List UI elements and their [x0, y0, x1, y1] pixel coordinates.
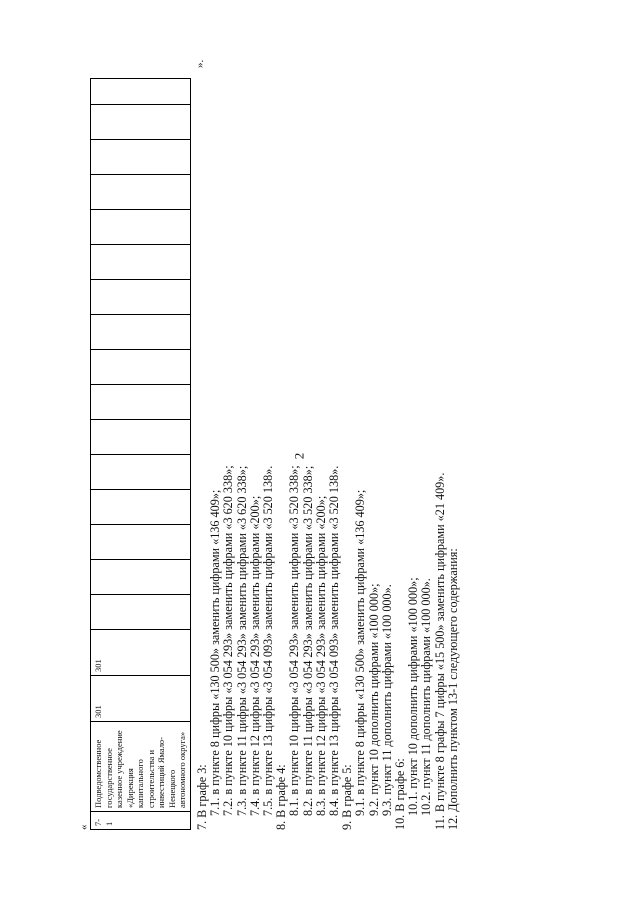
text-line: 12. Дополнить пунктом 13-1 следующего содержания:: [445, 548, 460, 830]
empty-cell: [91, 105, 191, 140]
text-line: 9.1. в пункте 8 цифры «130 500» заменить цифрами «136 409»;: [353, 489, 368, 816]
text-line: 8. В графе 4:: [274, 764, 289, 830]
empty-cell: [91, 210, 191, 245]
empty-cell: [91, 280, 191, 315]
text-line: 7.5. в пункте 13 цифры «3 054 093» заменить цифрами «3 520 138».: [261, 465, 276, 816]
empty-cell: [91, 490, 191, 525]
text-line: 10. В графе 6:: [393, 758, 408, 830]
empty-cell: [91, 595, 191, 630]
text-line: 7.2. в пункте 10 цифры «3 054 293» заменить цифрами «3 620 338»;: [221, 465, 236, 816]
text-line: 7.4. в пункте 12 цифры «3 054 293» заменить цифрами «200»;: [247, 495, 262, 816]
quote-close: ».: [194, 59, 206, 68]
code-cell-b: 301: [91, 630, 191, 676]
page-number: 2: [291, 452, 307, 460]
organization-cell: Подведомственное государственное казенное учреждение «Дирекция капитального строительства и инвестиций Ямало-Ненецкого автономного округа»: [91, 722, 191, 812]
text-line: 10.2. пункт 11 дополнить цифрами «100 000».: [419, 578, 434, 816]
amendment-table: [90, 78, 191, 830]
empty-cell: [91, 79, 191, 105]
text-line: 8.3. в пункте 12 цифры «3 054 293» заменить цифрами «200»;: [313, 495, 328, 816]
text-line: 9. В графе 5:: [340, 764, 355, 830]
empty-cell: [91, 175, 191, 210]
row-number-cell: 7-1: [91, 812, 191, 830]
empty-cell: [91, 420, 191, 455]
empty-cell: [91, 350, 191, 385]
text-line: 10.1. пункт 10 дополнить цифрами «100 000»;: [406, 577, 421, 816]
empty-cell: [91, 385, 191, 420]
empty-cell: [91, 140, 191, 175]
text-line: 11. В пункте 8 графы 7 цифры «15 500» заменить цифрами «21 409».: [432, 472, 447, 830]
text-line: 8.4. в пункте 13 цифры «3 054 093» заменить цифрами «3 520 138».: [327, 465, 342, 816]
table-row: [91, 79, 191, 830]
empty-cell: [91, 525, 191, 560]
empty-cell: [91, 315, 191, 350]
text-line: 8.1. в пункте 10 цифры «3 054 293» заменить цифрами «3 520 338»;: [287, 465, 302, 816]
empty-cell: [91, 455, 191, 490]
text-line: 9.2. пункт 10 дополнить цифрами «100 000»;: [366, 583, 381, 816]
empty-cell: [91, 560, 191, 595]
text-line: 7. В графе 3:: [195, 764, 209, 830]
text-line: 7.3. в пункте 11 цифры «3 054 293» заменить цифрами «3 620 338»;: [234, 465, 249, 816]
text-line: 8.2. в пункте 11 цифры «3 054 293» заменить цифрами «3 520 338»;: [300, 465, 315, 816]
text-line: 9.3. пункт 11 дополнить цифрами «100 000».: [379, 584, 394, 816]
empty-cell: [91, 245, 191, 280]
code-cell-a: 301: [91, 676, 191, 722]
amendment-text: [196, 465, 460, 830]
quote-open: «: [78, 824, 90, 830]
text-line: 7.1. в пункте 8 цифры «130 500» заменить цифрами «136 409»;: [208, 489, 223, 816]
